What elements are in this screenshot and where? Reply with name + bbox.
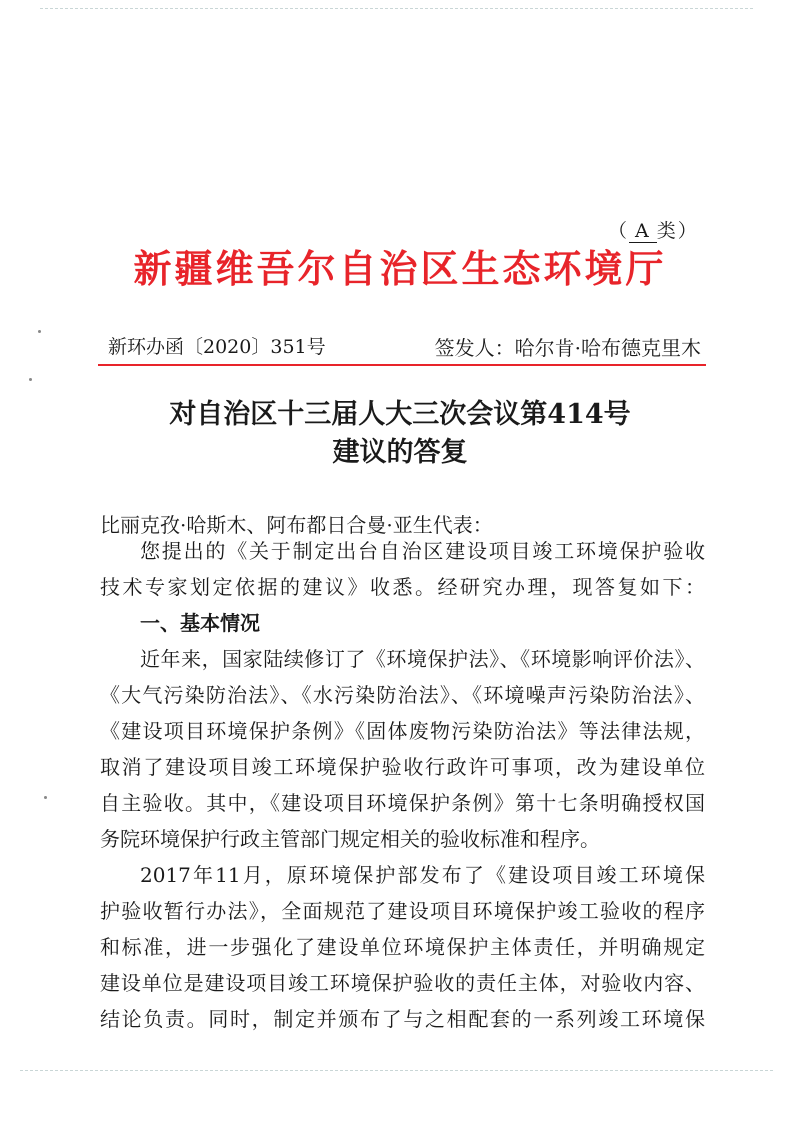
body-line: 和标准，进一步强化了建设单位环境保护主体责任，并明确规定 — [100, 935, 705, 959]
scan-speck — [29, 378, 32, 381]
document-title — [100, 396, 700, 472]
title-line-1: 对自治区十三届人大三次会议第414号 — [169, 399, 631, 430]
body-line: 技术专家划定依据的建议》收悉。经研究办理，现答复如下： — [100, 575, 705, 599]
scan-speck — [38, 330, 41, 333]
body-line: 务院环境保护行政主管部门规定相关的验收标准和程序。 — [100, 827, 600, 851]
body-line: 自主验收。其中，《建设项目环境保护条例》第十七条明确授权国 — [100, 791, 705, 815]
document-body — [100, 533, 705, 1037]
body-line: 《大气污染防治法》、《水污染防治法》、《环境噪声污染防治法》、 — [100, 683, 705, 707]
body-line: 护验收暂行办法》，全面规范了建设项目环境保护竣工验收的程序 — [100, 899, 705, 923]
scan-edge-bottom — [20, 1070, 773, 1071]
scan-edge-top — [40, 8, 753, 9]
body-line: 2017年11月，原环境保护部发布了《建设项目竣工环境保 — [140, 863, 705, 887]
section-heading: 一、基本情况 — [140, 611, 260, 635]
organization-header: 新疆维吾尔自治区生态环境厅 — [133, 247, 667, 291]
body-line: 《建设项目环境保护条例》《固体废物污染防治法》等法律法规， — [100, 719, 705, 743]
title-line-2: 建议的答复 — [332, 437, 468, 468]
classification-open: （ — [608, 220, 630, 242]
classification-value: A — [629, 220, 657, 243]
body-line: 建设单位是建设项目竣工环境保护验收的责任主体，对验收内容、 — [100, 971, 705, 995]
signer: 签发人：哈尔肯·哈布德克里木 — [434, 336, 701, 360]
red-separator-line — [98, 364, 706, 366]
document-number: 新环办函〔2020〕351号 — [108, 336, 326, 358]
scan-speck — [44, 796, 47, 799]
body-line: 近年来，国家陆续修订了《环境保护法》、《环境影响评价法》、 — [140, 647, 705, 671]
body-line: 结论负责。同时，制定并颁布了与之相配套的一系列竣工环境保 — [100, 1007, 705, 1031]
addressee: 比丽克孜·哈斯木、阿布都日合曼·亚生代表： — [100, 513, 493, 537]
classification-close: 类） — [656, 220, 699, 242]
body-line: 取消了建设项目竣工环境保护验收行政许可事项，改为建设单位 — [100, 755, 705, 779]
body-line: 您提出的《关于制定出台自治区建设项目竣工环境保护验收 — [140, 539, 705, 563]
